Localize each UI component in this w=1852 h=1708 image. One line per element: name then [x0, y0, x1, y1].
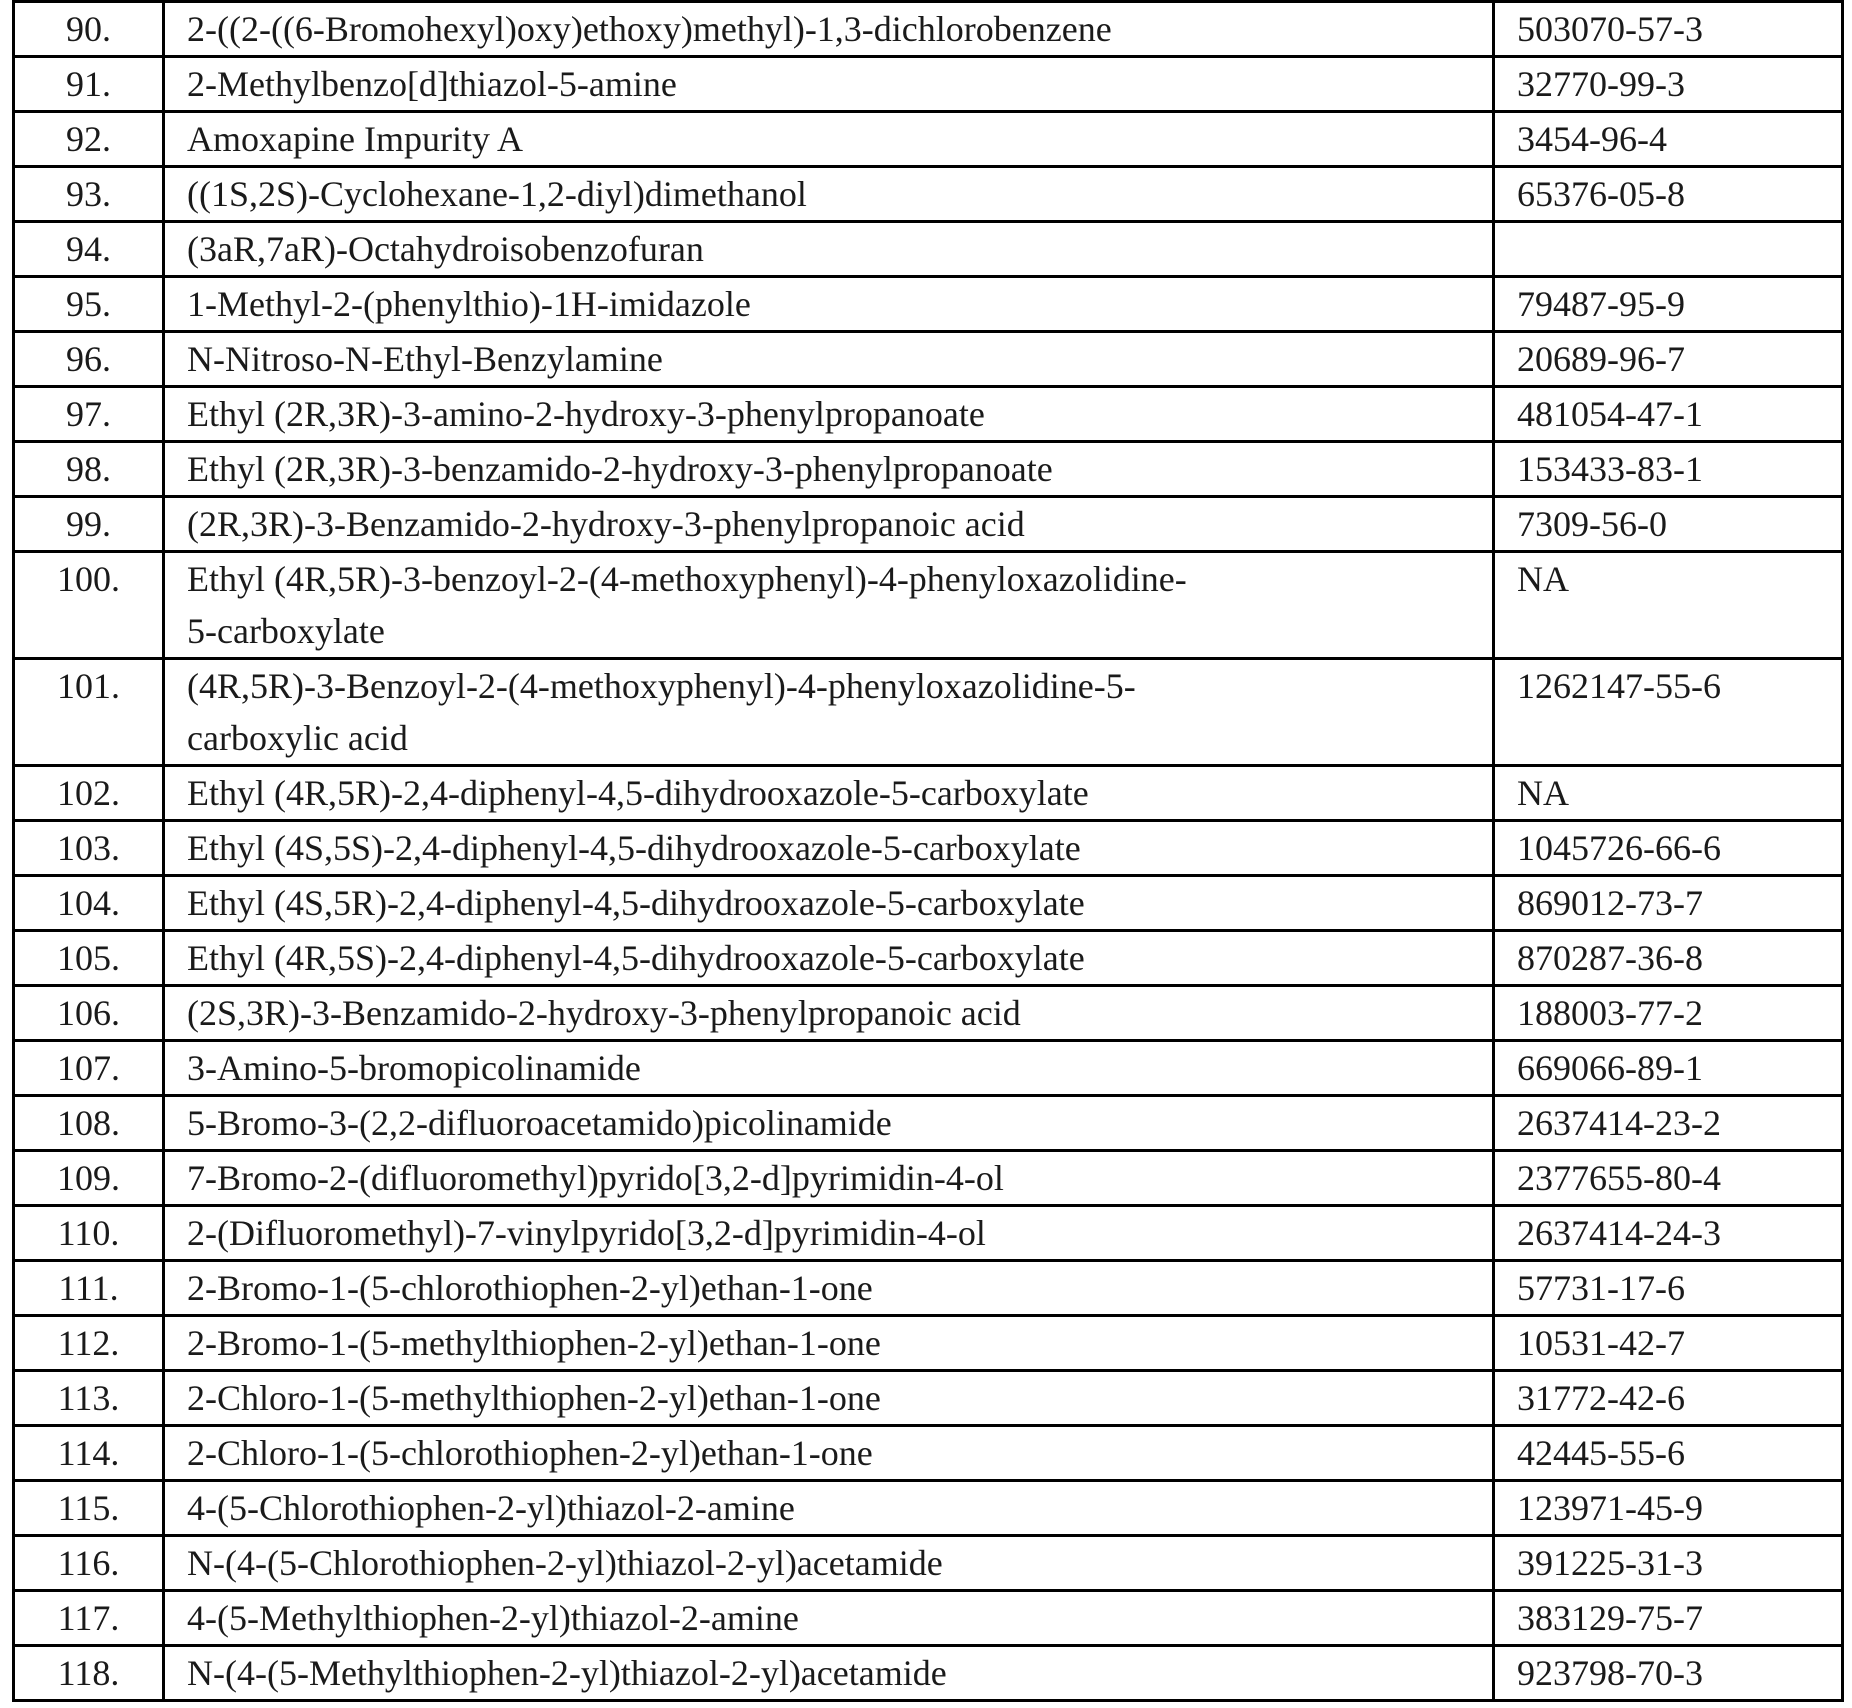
cas-number: 391225-31-3: [1494, 1536, 1843, 1591]
cas-number: 2637414-23-2: [1494, 1096, 1843, 1151]
row-number: 108.: [14, 1096, 164, 1151]
row-number: 103.: [14, 821, 164, 876]
row-number: 110.: [14, 1206, 164, 1261]
row-number: 98.: [14, 442, 164, 497]
cas-number: 188003-77-2: [1494, 986, 1843, 1041]
cas-number: 2377655-80-4: [1494, 1151, 1843, 1206]
table-row: [14, 659, 1843, 766]
compound-name-line: Ethyl (4R,5R)-3-benzoyl-2-(4-methoxyphenyl)-4-phenyloxazolidine-: [187, 559, 1187, 599]
cas-number: 7309-56-0: [1494, 497, 1843, 552]
compound-name: Ethyl (4S,5S)-2,4-diphenyl-4,5-dihydrooxazole-5-carboxylate: [164, 821, 1494, 876]
compound-name: Ethyl (4R,5S)-2,4-diphenyl-4,5-dihydrooxazole-5-carboxylate: [164, 931, 1494, 986]
row-number: 90.: [14, 2, 164, 57]
cas-number: 383129-75-7: [1494, 1591, 1843, 1646]
compound-name: 2-((2-((6-Bromohexyl)oxy)ethoxy)methyl)-1,3-dichlorobenzene: [164, 2, 1494, 57]
row-number: 100.: [14, 552, 164, 659]
table-row: [14, 821, 1843, 876]
row-number: 118.: [14, 1646, 164, 1701]
cas-number: 42445-55-6: [1494, 1426, 1843, 1481]
compound-name: 2-(Difluoromethyl)-7-vinylpyrido[3,2-d]pyrimidin-4-ol: [164, 1206, 1494, 1261]
table-row: [14, 222, 1843, 277]
row-number: 106.: [14, 986, 164, 1041]
table-row: [14, 876, 1843, 931]
table-row: [14, 766, 1843, 821]
compound-table: [12, 0, 1844, 1702]
cas-number: 31772-42-6: [1494, 1371, 1843, 1426]
row-number: 113.: [14, 1371, 164, 1426]
compound-name: 2-Bromo-1-(5-chlorothiophen-2-yl)ethan-1-one: [164, 1261, 1494, 1316]
table-row: [14, 1481, 1843, 1536]
table-row: [14, 57, 1843, 112]
table-row: [14, 1041, 1843, 1096]
row-number: 91.: [14, 57, 164, 112]
compound-name: N-(4-(5-Chlorothiophen-2-yl)thiazol-2-yl)acetamide: [164, 1536, 1494, 1591]
row-number: 115.: [14, 1481, 164, 1536]
row-number: 112.: [14, 1316, 164, 1371]
cas-number: [1494, 222, 1843, 277]
table-row: [14, 167, 1843, 222]
row-number: 94.: [14, 222, 164, 277]
cas-number: 481054-47-1: [1494, 387, 1843, 442]
compound-name: N-(4-(5-Methylthiophen-2-yl)thiazol-2-yl)acetamide: [164, 1646, 1494, 1701]
row-number: 101.: [14, 659, 164, 766]
table-row: [14, 1426, 1843, 1481]
table-row: [14, 1371, 1843, 1426]
compound-name: 2-Methylbenzo[d]thiazol-5-amine: [164, 57, 1494, 112]
table-row: [14, 1316, 1843, 1371]
cas-number: NA: [1494, 552, 1843, 659]
compound-name: (2R,3R)-3-Benzamido-2-hydroxy-3-phenylpropanoic acid: [164, 497, 1494, 552]
table-row: [14, 1206, 1843, 1261]
cas-number: 869012-73-7: [1494, 876, 1843, 931]
cas-number: 123971-45-9: [1494, 1481, 1843, 1536]
compound-name: (2S,3R)-3-Benzamido-2-hydroxy-3-phenylpropanoic acid: [164, 986, 1494, 1041]
cas-number: 870287-36-8: [1494, 931, 1843, 986]
table-row: [14, 497, 1843, 552]
row-number: 105.: [14, 931, 164, 986]
compound-name: 2-Bromo-1-(5-methylthiophen-2-yl)ethan-1-one: [164, 1316, 1494, 1371]
cas-number: 669066-89-1: [1494, 1041, 1843, 1096]
compound-name: 2-Chloro-1-(5-chlorothiophen-2-yl)ethan-1-one: [164, 1426, 1494, 1481]
table-row: [14, 332, 1843, 387]
compound-name: 4-(5-Methylthiophen-2-yl)thiazol-2-amine: [164, 1591, 1494, 1646]
compound-name-line: 5-carboxylate: [187, 611, 385, 651]
table-row: [14, 1151, 1843, 1206]
cas-number: 153433-83-1: [1494, 442, 1843, 497]
row-number: 109.: [14, 1151, 164, 1206]
cas-number: 79487-95-9: [1494, 277, 1843, 332]
compound-name: 2-Chloro-1-(5-methylthiophen-2-yl)ethan-1-one: [164, 1371, 1494, 1426]
row-number: 116.: [14, 1536, 164, 1591]
cas-number: 10531-42-7: [1494, 1316, 1843, 1371]
row-number: 102.: [14, 766, 164, 821]
cas-number: 65376-05-8: [1494, 167, 1843, 222]
cas-number: 20689-96-7: [1494, 332, 1843, 387]
compound-name: 5-Bromo-3-(2,2-difluoroacetamido)picolinamide: [164, 1096, 1494, 1151]
row-number: 97.: [14, 387, 164, 442]
compound-name: 1-Methyl-2-(phenylthio)-1H-imidazole: [164, 277, 1494, 332]
compound-name: Ethyl (4S,5R)-2,4-diphenyl-4,5-dihydrooxazole-5-carboxylate: [164, 876, 1494, 931]
compound-name: Ethyl (4R,5R)-2,4-diphenyl-4,5-dihydrooxazole-5-carboxylate: [164, 766, 1494, 821]
compound-name: Ethyl (2R,3R)-3-benzamido-2-hydroxy-3-phenylpropanoate: [164, 442, 1494, 497]
table-row: [14, 277, 1843, 332]
cas-number: 1262147-55-6: [1494, 659, 1843, 766]
compound-name: [164, 552, 1494, 659]
compound-name-line: (4R,5R)-3-Benzoyl-2-(4-methoxyphenyl)-4-phenyloxazolidine-5-: [187, 666, 1136, 706]
row-number: 104.: [14, 876, 164, 931]
table-row: [14, 112, 1843, 167]
table-row: [14, 1646, 1843, 1701]
compound-name: 4-(5-Chlorothiophen-2-yl)thiazol-2-amine: [164, 1481, 1494, 1536]
compound-name: Ethyl (2R,3R)-3-amino-2-hydroxy-3-phenylpropanoate: [164, 387, 1494, 442]
table-row: [14, 387, 1843, 442]
row-number: 93.: [14, 167, 164, 222]
compound-name: (3aR,7aR)-Octahydroisobenzofuran: [164, 222, 1494, 277]
row-number: 117.: [14, 1591, 164, 1646]
row-number: 114.: [14, 1426, 164, 1481]
table-row: [14, 1261, 1843, 1316]
compound-name: [164, 659, 1494, 766]
table-row: [14, 1096, 1843, 1151]
compound-name: Amoxapine Impurity A: [164, 112, 1494, 167]
cas-number: 923798-70-3: [1494, 1646, 1843, 1701]
compound-name: N-Nitroso-N-Ethyl-Benzylamine: [164, 332, 1494, 387]
row-number: 99.: [14, 497, 164, 552]
table-row: [14, 442, 1843, 497]
cas-number: 1045726-66-6: [1494, 821, 1843, 876]
compound-table-body: [14, 2, 1843, 1701]
table-row: [14, 1591, 1843, 1646]
row-number: 92.: [14, 112, 164, 167]
table-row: [14, 2, 1843, 57]
compound-name-line: carboxylic acid: [187, 718, 408, 758]
compound-name: ((1S,2S)-Cyclohexane-1,2-diyl)dimethanol: [164, 167, 1494, 222]
cas-number: NA: [1494, 766, 1843, 821]
cas-number: 32770-99-3: [1494, 57, 1843, 112]
table-row: [14, 552, 1843, 659]
cas-number: 503070-57-3: [1494, 2, 1843, 57]
row-number: 111.: [14, 1261, 164, 1316]
compound-name: 3-Amino-5-bromopicolinamide: [164, 1041, 1494, 1096]
table-row: [14, 931, 1843, 986]
row-number: 96.: [14, 332, 164, 387]
table-row: [14, 986, 1843, 1041]
row-number: 107.: [14, 1041, 164, 1096]
cas-number: 3454-96-4: [1494, 112, 1843, 167]
row-number: 95.: [14, 277, 164, 332]
cas-number: 57731-17-6: [1494, 1261, 1843, 1316]
compound-name: 7-Bromo-2-(difluoromethyl)pyrido[3,2-d]pyrimidin-4-ol: [164, 1151, 1494, 1206]
cas-number: 2637414-24-3: [1494, 1206, 1843, 1261]
table-row: [14, 1536, 1843, 1591]
